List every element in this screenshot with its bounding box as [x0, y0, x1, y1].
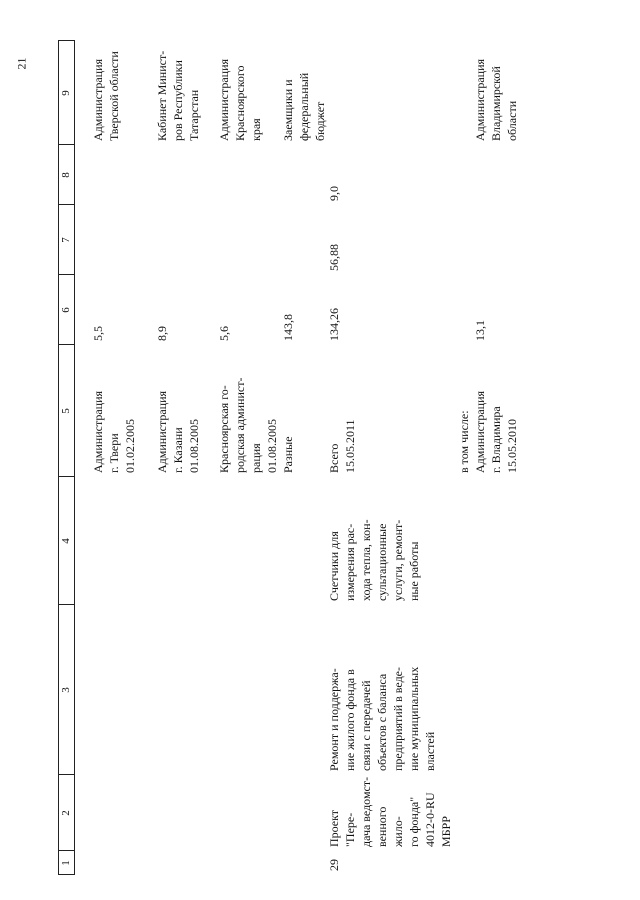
column-number: 9: [60, 90, 72, 96]
agreement-text: Разные: [281, 436, 295, 473]
column-number: 1: [60, 860, 72, 866]
total-label: Всего 15.05.2011: [327, 419, 357, 473]
column-number: 3: [60, 687, 72, 693]
column-number: 6: [60, 307, 72, 313]
column-number: 7: [60, 237, 72, 243]
agreement-recipient: Администрация Тверской области: [91, 51, 121, 141]
column-number: 8: [60, 172, 72, 178]
component-items: Счетчики для измерения рас- хода тепла, кон- сультационные услуги, ремонт- ные работы: [327, 519, 421, 601]
agreement-text: Красноярская го- родская админист- рация 01.08.2005: [217, 377, 279, 473]
agreement-recipient: Администрация Красноярского края: [217, 58, 263, 141]
including-text: в том числе: Администрация г. Владимира 15.05.2010: [457, 390, 519, 473]
including-value: 13,1: [473, 320, 487, 341]
column-number: 4: [60, 538, 72, 544]
agreement-value: 143,8: [281, 314, 295, 341]
agreement-value: 8,9: [155, 326, 169, 341]
agreement-recipient: Заемщики и федеральный бюджет: [281, 72, 327, 141]
row-number: 29: [327, 859, 341, 871]
agreement-value: 5,5: [91, 326, 105, 341]
column-number: 2: [60, 810, 72, 816]
page-number: 21: [14, 57, 29, 70]
including-recipient: Администрация Владимирской области: [473, 58, 519, 141]
project-name: Проект "Пере- дача ведомст- венного жило- го фонда" 4012-0-RU МБРР: [327, 776, 453, 847]
document-table: [58, 40, 578, 875]
agreement-recipient: Кабинет Минист- ров Республики Татарстан: [155, 50, 201, 141]
header-bottom-border: [74, 40, 75, 875]
agreement-text: Администрация г. Казани 01.08.2005: [155, 390, 201, 473]
agreement-value: 5,6: [217, 326, 231, 341]
agreement-text: Администрация г. Твери 01.02.2005: [91, 390, 137, 473]
total-col6: 134,26: [327, 308, 341, 341]
component-description: Ремонт и поддержа- ние жилого фонда в связи с передачей объектов с баланса предприятий в веде- ние муниципальных властей: [327, 666, 437, 771]
total-col7: 56,88: [327, 244, 341, 271]
column-number: 5: [60, 408, 72, 414]
total-col8: 9,0: [327, 186, 341, 201]
